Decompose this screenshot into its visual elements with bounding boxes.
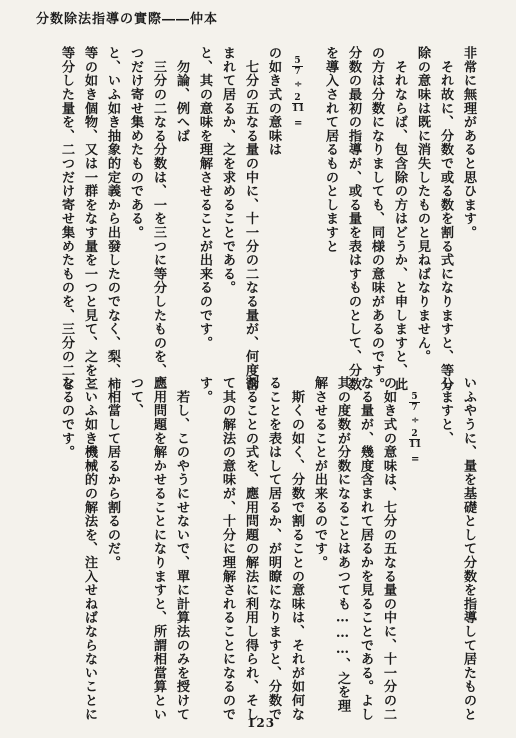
text-column: なる量が、幾度含まれて居るかを見ることである。よし <box>358 376 373 721</box>
text-column: 等分した量を、二つだけ寄せ集めたものを、三分の二と <box>59 46 74 391</box>
denominator: 7 <box>294 67 301 77</box>
text-column: と、其の意味を理解させることが出来るのです。 <box>197 46 212 350</box>
page-number: 123 <box>247 716 276 730</box>
division-sign: ÷ <box>411 415 420 426</box>
text-column: の方は分数になりましても、同様の意味があるのです。 <box>369 46 384 391</box>
text-column: 分数の最初の指導が、或る量を表はすものとして、分数 <box>346 46 361 391</box>
text-column: と、いふ如き抽象的定義から出發したのでなく、梨、柿 <box>105 46 120 391</box>
text-column: まれて居るか、之を求めることである。 <box>220 46 235 295</box>
text-column: 除の意味は既に消失したものと見ねばなりません。 <box>415 46 430 364</box>
denominator: 11 <box>292 104 305 114</box>
text-column: といふ如き機械的の解法を、注入せねばならないことに <box>82 376 97 721</box>
text-column: つて、 <box>128 376 143 418</box>
denominator: 11 <box>409 440 422 450</box>
text-column: 斯くの如く、分数で割ることの意味は、それが如何な <box>289 376 304 721</box>
text-column: 勿論、例へば <box>174 46 189 143</box>
text-column: す。 <box>197 376 212 404</box>
numerator: 2 <box>411 429 418 439</box>
equals-sign: = <box>294 118 303 129</box>
text-column: いふやうに、量を基礎として分数を指導して居たものと <box>461 376 476 721</box>
text-column: 解させることが出来るのです。 <box>312 376 327 570</box>
text-column: 相當して居るから割るのだ。 <box>105 376 120 570</box>
denominator: 7 <box>411 403 418 413</box>
equals-sign: = <box>411 454 420 465</box>
text-column: しますと、 <box>438 376 453 445</box>
text-column: ることを表はして居るか、が明瞭になりますと、分数で <box>266 376 281 721</box>
text-column: て其の解法の意味が、十分に理解されることになるので <box>220 376 235 721</box>
text-column: つだけ寄せ集めたものである。 <box>128 46 143 240</box>
running-header: 分数除法指導の實際――仲本 <box>36 12 219 27</box>
text-column: 應用問題を解かせることになりますと、所謂相當算とい <box>151 376 166 721</box>
text-column: なるのです。 <box>59 376 74 459</box>
text-column: それ故に、分数で或る数を割る式になりますと、等分 <box>438 46 453 391</box>
text-column: 七分の五なる量の中に、十一分の二なる量が、何度含 <box>243 46 258 391</box>
text-column: それならば、包含除の方はどうか、と申しますと、此 <box>392 46 407 391</box>
text-column: の如き式の意味は <box>266 46 281 157</box>
division-sign: ÷ <box>294 79 303 90</box>
text-column: 等の如き個物、又は一群をなす量を一つと見て、之を三 <box>82 46 97 391</box>
text-column: 若し、このやうにせないで、單に計算法のみを授けて <box>174 376 189 721</box>
numerator: 5 <box>294 56 301 66</box>
text-column: 非常に無理があると思ひます。 <box>461 46 476 240</box>
text-column: の如き式の意味は、七分の五なる量の中に、十一分の二 <box>381 376 396 721</box>
text-column: 三分の二なる分数は、一を三つに等分したものを、二 <box>151 46 166 391</box>
numerator: 5 <box>411 392 418 402</box>
numerator: 2 <box>294 93 301 103</box>
text-column: 其の度数が分数になることはあつても………、之を理 <box>335 376 350 713</box>
text-column: 割ることの式を、應用問題の解法に利用し得られ、そし <box>243 376 258 721</box>
text-column: を導入されて居るものとしますと <box>323 46 338 253</box>
